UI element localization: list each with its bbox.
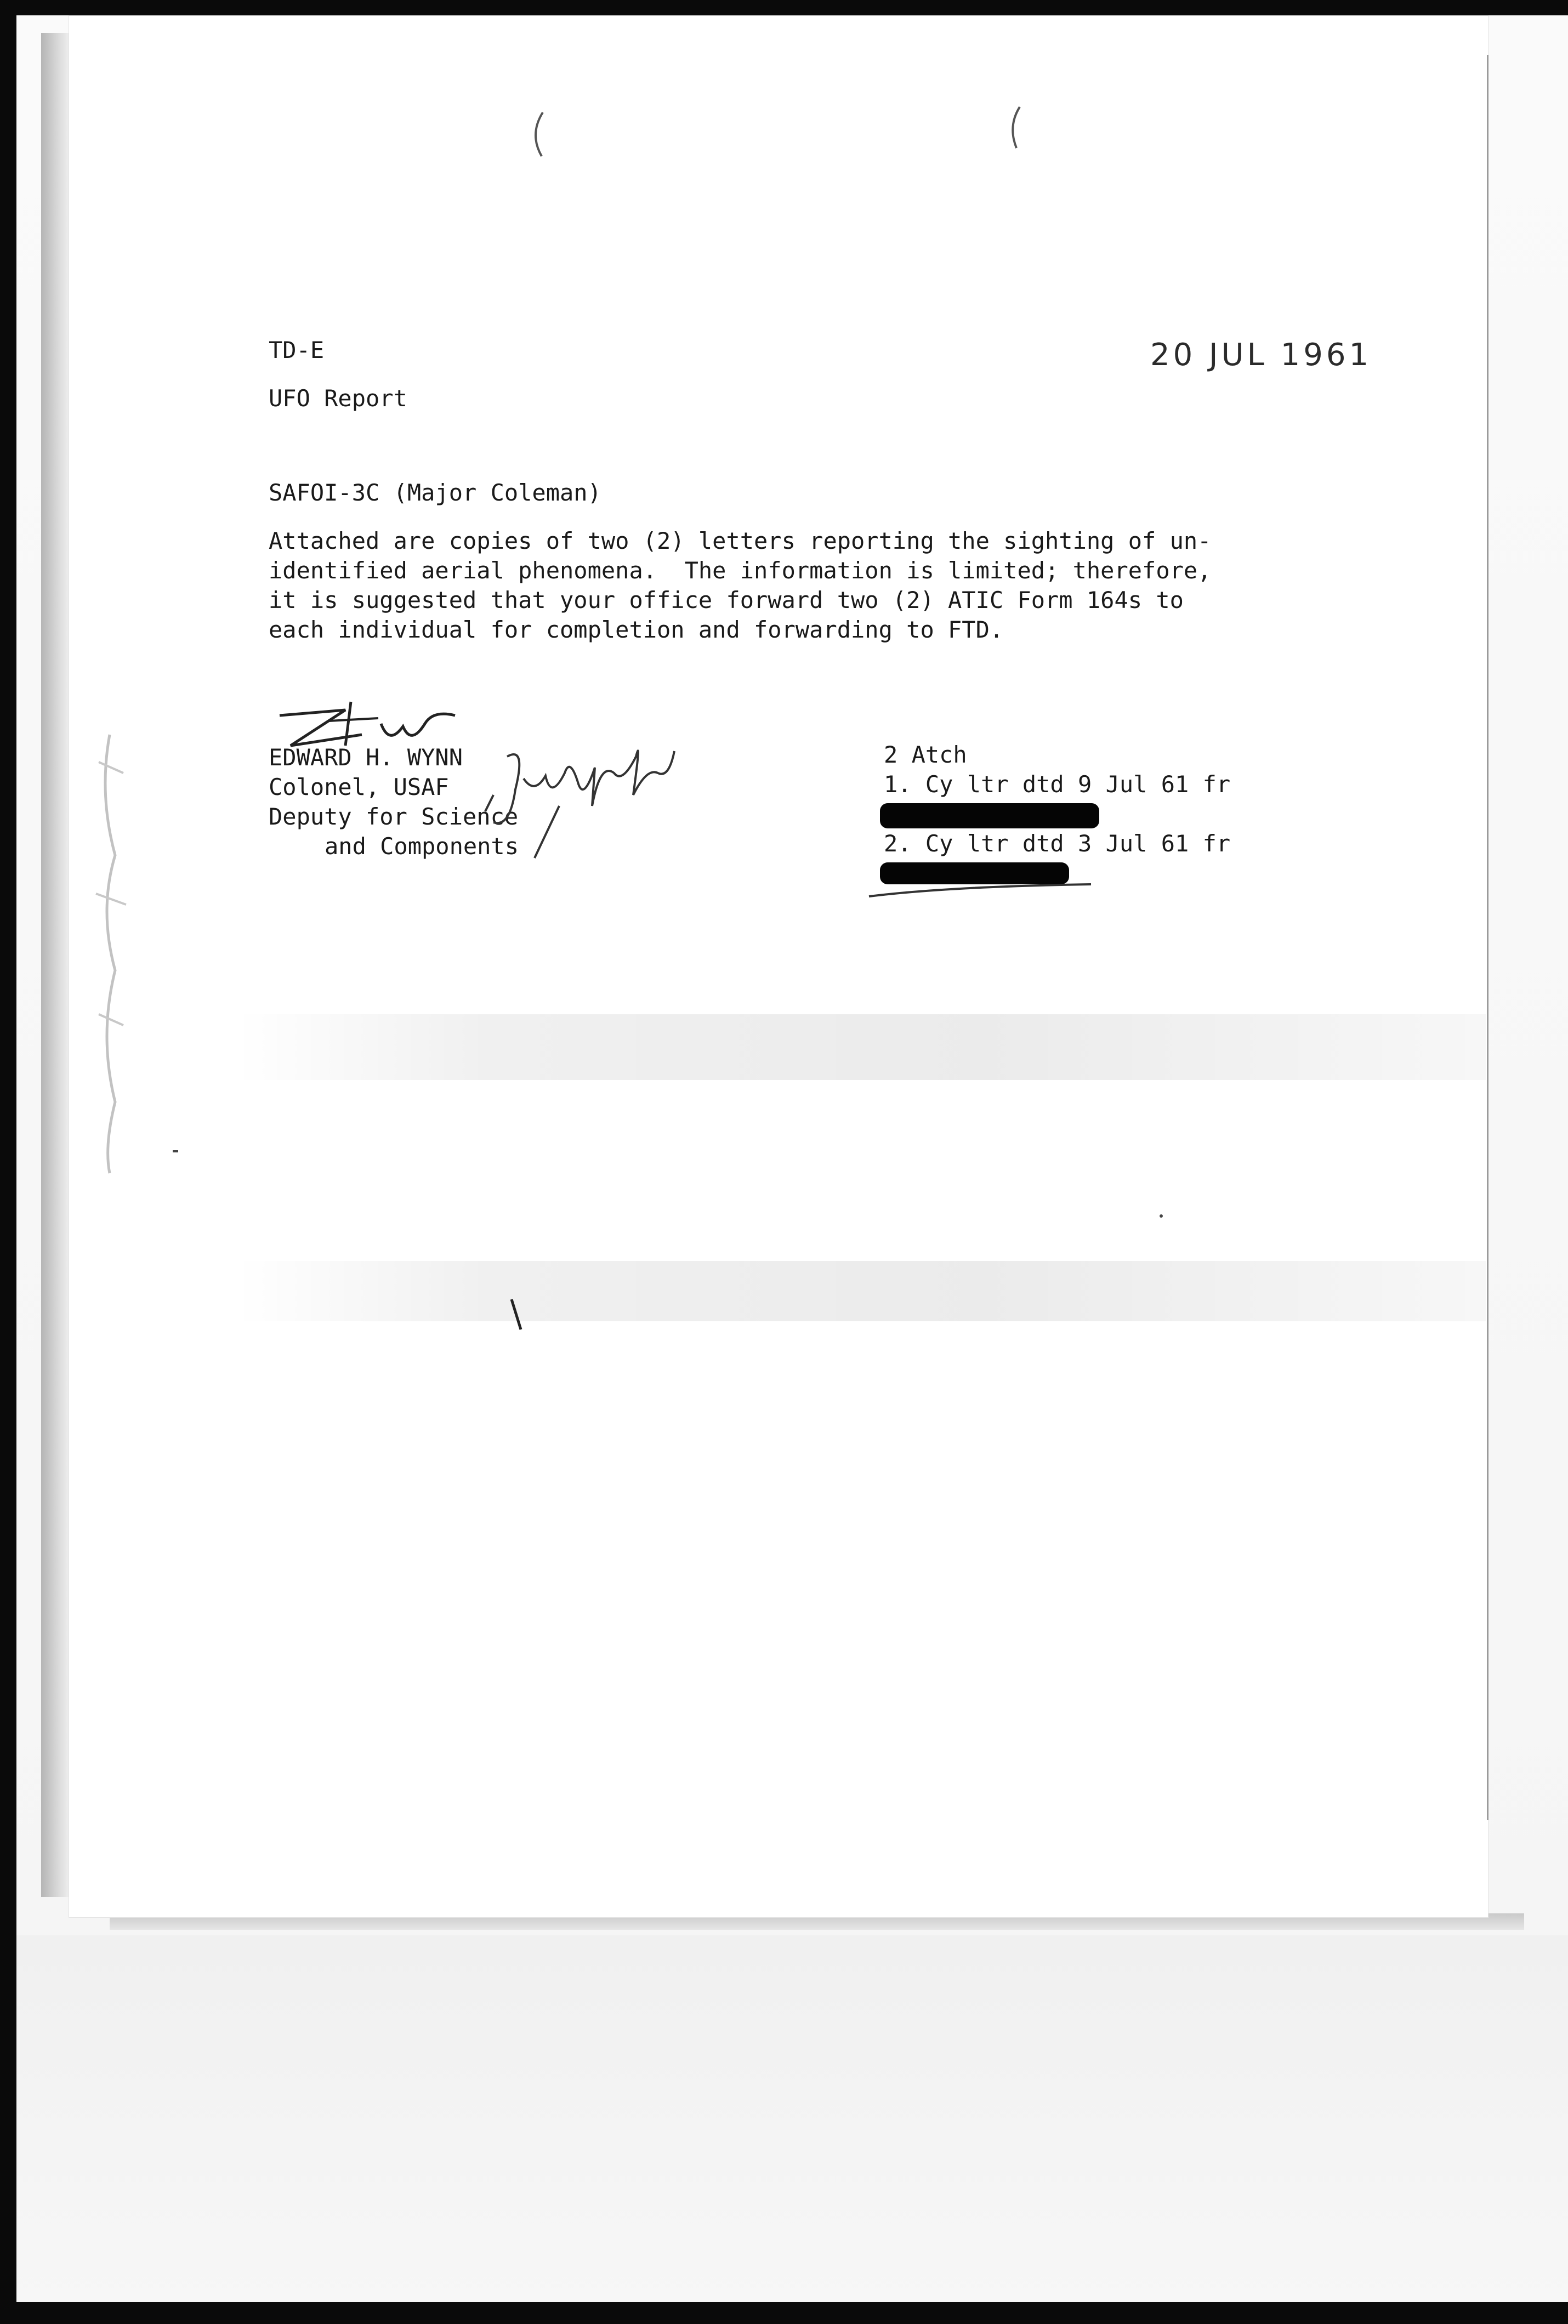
signer-title: Deputy for Science [269, 803, 519, 830]
stray-dash [173, 1150, 178, 1152]
margin-pencil-note-icon [77, 729, 137, 1179]
office-symbol: TD-E [269, 337, 325, 363]
document-page [69, 15, 1489, 1918]
body-line: identified aerial phenomena. The information is limited; therefore, [269, 557, 1212, 584]
page-right-edge [1487, 55, 1489, 1820]
scan-border-bottom [0, 2302, 1568, 2324]
scan-border-top [0, 0, 1568, 15]
scan-lower-area [16, 1935, 1568, 2303]
body-line: Attached are copies of two (2) letters reporting the sighting of un- [269, 527, 1212, 554]
stray-mark-icon [509, 1297, 525, 1335]
body-paragraph [269, 526, 1310, 645]
handwritten-date-icon [482, 724, 718, 866]
scan-noise-band [236, 1261, 1486, 1321]
subject-line: UFO Report [269, 385, 407, 412]
redaction-bar [880, 803, 1099, 828]
paren-mark-icon [526, 110, 548, 159]
page-shadow-left [41, 33, 69, 1897]
underline-stroke-icon [866, 880, 1097, 902]
addressee-line: SAFOI-3C (Major Coleman) [269, 479, 601, 506]
stray-dot [1160, 1214, 1163, 1218]
signer-rank: Colonel, USAF [269, 774, 449, 800]
date-stamp: 20 JUL 1961 [1150, 337, 1372, 373]
scan-noise-band [236, 1014, 1486, 1080]
body-line: each individual for completion and forwarding to FTD. [269, 616, 1004, 643]
attachment-item: 2. Cy ltr dtd 3 Jul 61 fr [884, 830, 1231, 857]
attachment-count: 2 Atch [884, 741, 967, 768]
signer-name: EDWARD H. WYNN [269, 744, 463, 771]
attachment-item: 1. Cy ltr dtd 9 Jul 61 fr [884, 771, 1231, 798]
body-line: it is suggested that your office forward two (2) ATIC Form 164s to [269, 587, 1184, 613]
paren-mark-icon [1003, 104, 1025, 154]
scan-border-left [0, 0, 16, 2324]
signer-title-continued: and Components [325, 833, 519, 860]
